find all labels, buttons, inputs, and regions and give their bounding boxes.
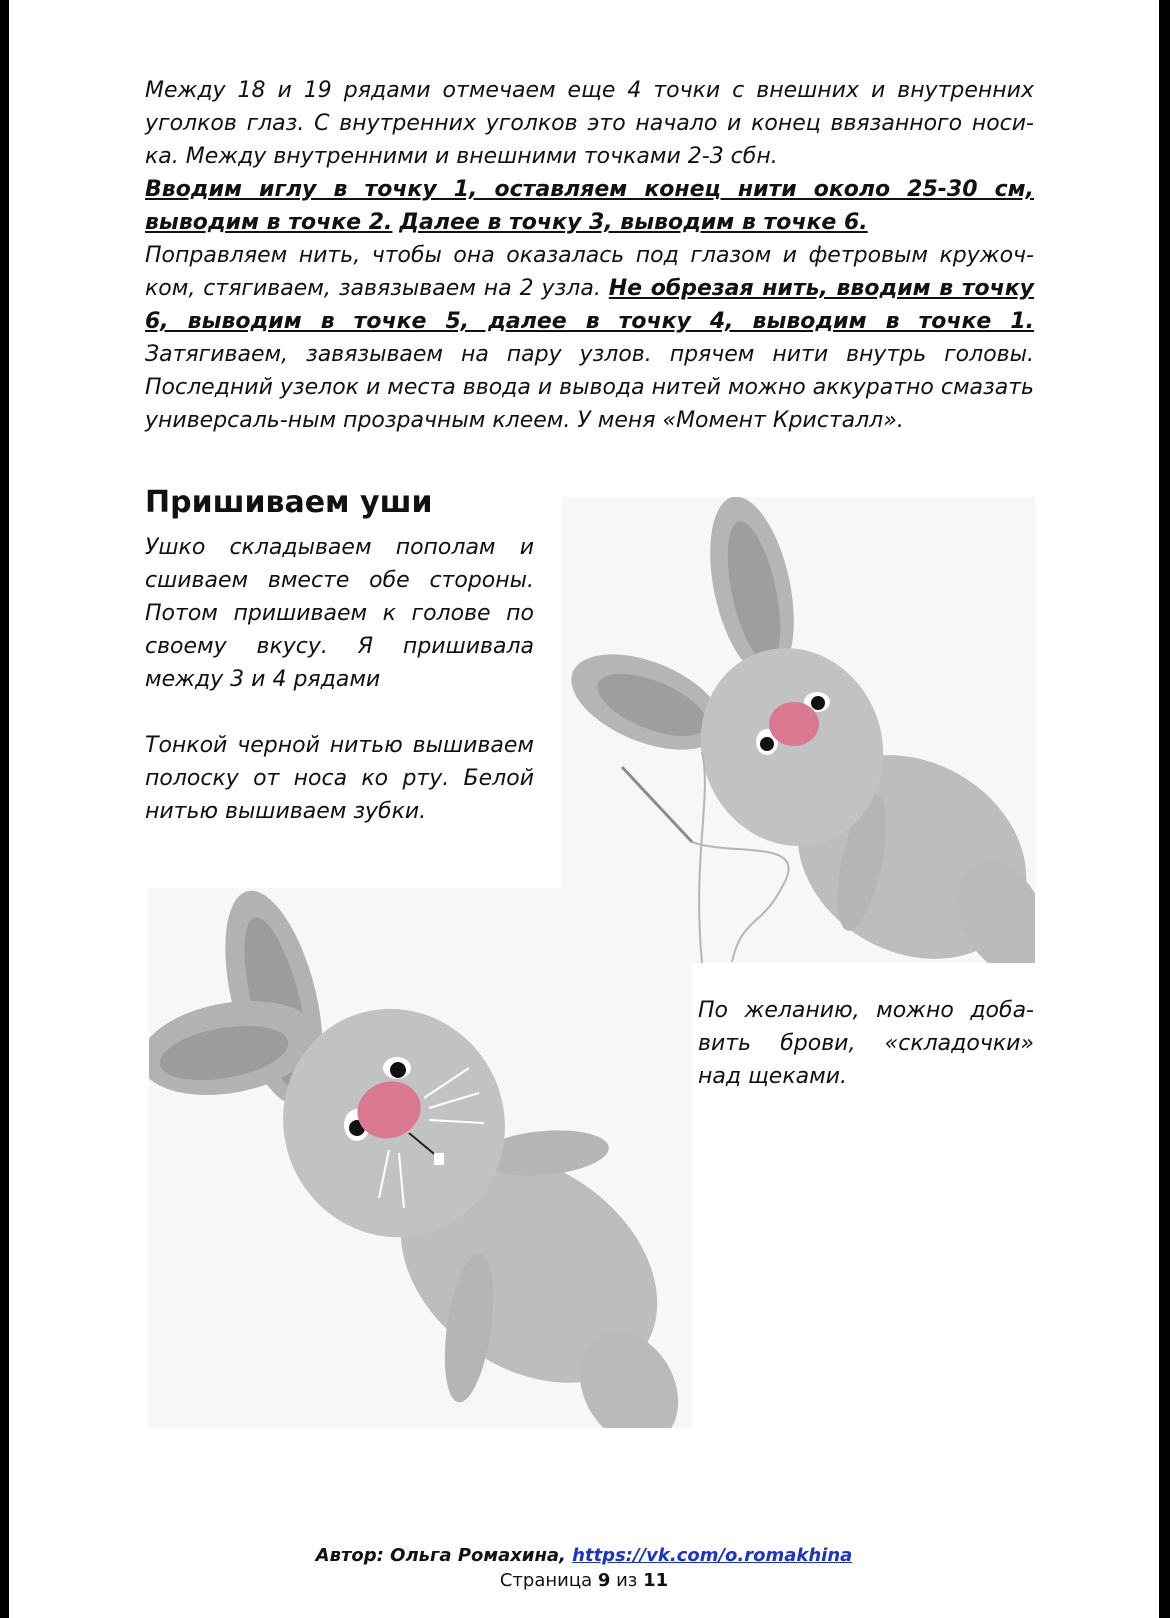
section-heading: Пришиваем уши	[145, 485, 433, 520]
intro-text-1: Между 18 и 19 рядами отмечаем еще 4 точки с внешних и внутренних уголков глаз. С внутренних уголков это начало и конец ввязанного носи-ка. Между внутренними и внешними точками 2-3 сбн.	[145, 78, 1034, 169]
ear-instructions: Ушко складываем пополам и сшиваем вместе обе стороны. Потом пришиваем к голове по своему вкусу. Я пришивала между 3 и 4 рядами	[145, 535, 534, 692]
intro-bold-2: Далее в точку 3, выводим в точке 6.	[399, 210, 868, 235]
intro-paragraph	[145, 74, 1034, 437]
footer-author	[9, 1545, 1159, 1566]
author-link[interactable]: https://vk.com/o.romakhina	[572, 1545, 853, 1566]
bunny-photo-whiskers	[149, 888, 692, 1428]
intro-text-3: Затягиваем, завязываем на пару узлов. прячем нити внутрь головы. Последний узелок и места ввода и вывода нитей можно аккуратно смазать универсаль-ным прозрачным клеем. У меня «Момент Кристалл».	[145, 342, 1034, 433]
page-of: из	[610, 1570, 644, 1591]
bunny-whiskers-illustration	[149, 888, 692, 1428]
intro-text-2: Поправляем нить, чтобы она оказалась под глазом и фетровым кружоч-ком, стягиваем, завязываем на 2 узла.	[145, 243, 1034, 301]
intro-bold-1: Вводим иглу в точку 1, оставляем конец нити около 25-30 см, выводим в точке 2.	[145, 177, 1034, 235]
page-total: 11	[643, 1570, 669, 1591]
mouth-instructions: Тонкой черной нитью вышиваем полоску от носа ко рту. Белой нитью вышиваем зубки.	[145, 733, 534, 824]
optional-tip: По желанию, можно доба-вить брови, «складочки» над щеками.	[698, 998, 1034, 1089]
page-current: 9	[597, 1570, 611, 1591]
document-page	[9, 0, 1159, 1618]
page-word: Страница	[499, 1570, 598, 1591]
intro-bold-3: Не обрезая нить, вводим в точку 6, выводим в точке 5, далее в точку 4, выводим в точке 1.	[145, 276, 1035, 334]
author-label: Автор: Ольга Ромахина,	[315, 1545, 573, 1566]
page-number	[9, 1570, 1159, 1591]
